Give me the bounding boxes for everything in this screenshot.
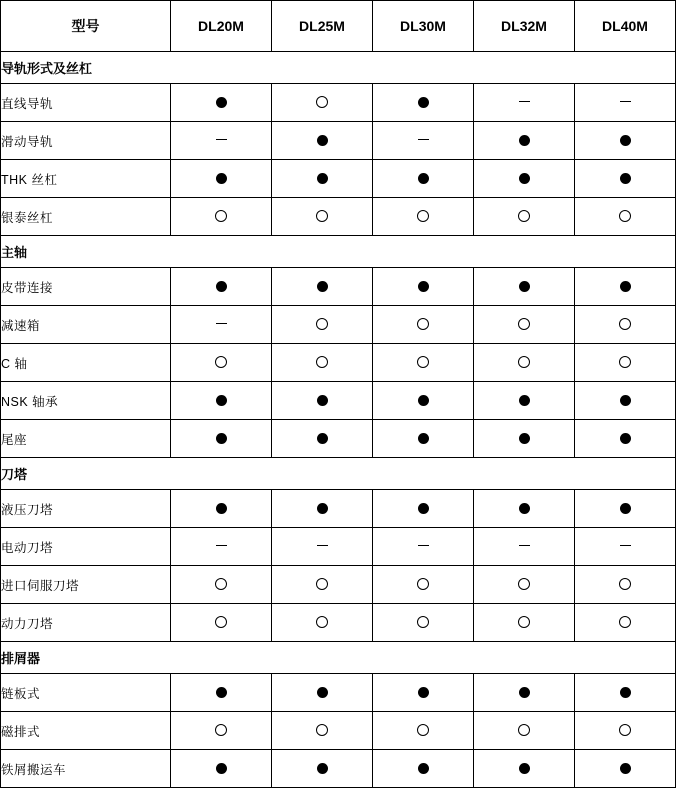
mark-cell-4	[575, 268, 676, 306]
mark-cell-3	[474, 674, 575, 712]
mark-filled-icon	[216, 97, 227, 108]
mark-dash-icon	[216, 139, 227, 140]
mark-open-icon	[215, 578, 227, 590]
mark-cell-3	[474, 604, 575, 642]
mark-filled-icon	[216, 503, 227, 514]
table-body	[1, 52, 676, 788]
mark-open-icon	[215, 616, 227, 628]
mark-cell-3	[474, 750, 575, 788]
mark-open-icon	[417, 724, 429, 736]
mark-dash-icon	[216, 323, 227, 324]
mark-cell-2	[373, 160, 474, 198]
table-row	[1, 750, 676, 788]
mark-cell-4	[575, 674, 676, 712]
table-row	[1, 528, 676, 566]
header-model-4: DL40M	[575, 1, 676, 52]
row-label: C 轴	[1, 344, 171, 382]
table-row	[1, 84, 676, 122]
mark-filled-icon	[519, 763, 530, 774]
mark-cell-1	[272, 566, 373, 604]
mark-filled-icon	[620, 503, 631, 514]
row-label: 铁屑搬运车	[1, 750, 171, 788]
mark-cell-4	[575, 382, 676, 420]
mark-filled-icon	[216, 173, 227, 184]
mark-open-icon	[518, 578, 530, 590]
table-row	[1, 420, 676, 458]
mark-cell-1	[272, 420, 373, 458]
row-label: 液压刀塔	[1, 490, 171, 528]
table-row	[1, 604, 676, 642]
mark-filled-icon	[620, 687, 631, 698]
mark-filled-icon	[519, 395, 530, 406]
mark-open-icon	[417, 578, 429, 590]
table-row	[1, 198, 676, 236]
mark-cell-0	[171, 160, 272, 198]
mark-cell-3	[474, 268, 575, 306]
mark-cell-3	[474, 528, 575, 566]
mark-filled-icon	[620, 395, 631, 406]
mark-cell-3	[474, 306, 575, 344]
mark-cell-1	[272, 198, 373, 236]
mark-dash-icon	[620, 545, 631, 546]
header-model-2: DL30M	[373, 1, 474, 52]
mark-cell-2	[373, 674, 474, 712]
section-title: 刀塔	[1, 458, 676, 490]
mark-filled-icon	[519, 281, 530, 292]
mark-open-icon	[316, 318, 328, 330]
mark-cell-1	[272, 84, 373, 122]
mark-filled-icon	[317, 395, 328, 406]
mark-cell-0	[171, 306, 272, 344]
row-label: 银泰丝杠	[1, 198, 171, 236]
section-title: 导轨形式及丝杠	[1, 52, 676, 84]
mark-open-icon	[518, 724, 530, 736]
mark-cell-1	[272, 306, 373, 344]
mark-cell-4	[575, 306, 676, 344]
mark-cell-3	[474, 382, 575, 420]
mark-cell-2	[373, 84, 474, 122]
mark-cell-0	[171, 712, 272, 750]
mark-cell-4	[575, 566, 676, 604]
mark-cell-0	[171, 674, 272, 712]
mark-open-icon	[417, 210, 429, 222]
mark-dash-icon	[317, 545, 328, 546]
mark-filled-icon	[620, 135, 631, 146]
mark-cell-0	[171, 528, 272, 566]
row-label: 减速箱	[1, 306, 171, 344]
mark-cell-1	[272, 490, 373, 528]
mark-open-icon	[619, 724, 631, 736]
mark-cell-1	[272, 344, 373, 382]
mark-open-icon	[619, 578, 631, 590]
mark-cell-2	[373, 750, 474, 788]
mark-cell-4	[575, 198, 676, 236]
mark-open-icon	[619, 318, 631, 330]
mark-cell-3	[474, 84, 575, 122]
mark-cell-0	[171, 344, 272, 382]
mark-dash-icon	[519, 545, 530, 546]
mark-cell-4	[575, 84, 676, 122]
mark-cell-1	[272, 528, 373, 566]
mark-cell-0	[171, 604, 272, 642]
mark-cell-2	[373, 490, 474, 528]
mark-cell-3	[474, 420, 575, 458]
mark-filled-icon	[620, 281, 631, 292]
mark-cell-3	[474, 712, 575, 750]
mark-cell-4	[575, 160, 676, 198]
mark-open-icon	[518, 210, 530, 222]
mark-cell-4	[575, 344, 676, 382]
mark-cell-4	[575, 604, 676, 642]
mark-open-icon	[619, 616, 631, 628]
mark-open-icon	[619, 356, 631, 368]
row-label: 进口伺服刀塔	[1, 566, 171, 604]
mark-filled-icon	[418, 281, 429, 292]
section-row	[1, 236, 676, 268]
mark-filled-icon	[317, 687, 328, 698]
table-row	[1, 712, 676, 750]
header-model-0: DL20M	[171, 1, 272, 52]
table-row	[1, 382, 676, 420]
mark-filled-icon	[418, 395, 429, 406]
mark-cell-0	[171, 198, 272, 236]
mark-cell-0	[171, 566, 272, 604]
section-row	[1, 52, 676, 84]
mark-cell-4	[575, 750, 676, 788]
mark-filled-icon	[216, 433, 227, 444]
mark-open-icon	[316, 724, 328, 736]
mark-cell-3	[474, 198, 575, 236]
mark-filled-icon	[418, 503, 429, 514]
header-model-3: DL32M	[474, 1, 575, 52]
mark-filled-icon	[519, 433, 530, 444]
table-row	[1, 566, 676, 604]
mark-filled-icon	[216, 687, 227, 698]
mark-cell-1	[272, 122, 373, 160]
mark-cell-0	[171, 382, 272, 420]
section-row	[1, 458, 676, 490]
mark-cell-2	[373, 528, 474, 566]
header-model-1: DL25M	[272, 1, 373, 52]
mark-filled-icon	[317, 503, 328, 514]
mark-cell-0	[171, 490, 272, 528]
mark-filled-icon	[418, 173, 429, 184]
mark-cell-1	[272, 604, 373, 642]
mark-cell-4	[575, 420, 676, 458]
mark-open-icon	[316, 356, 328, 368]
mark-open-icon	[316, 96, 328, 108]
row-label: 磁排式	[1, 712, 171, 750]
mark-cell-2	[373, 122, 474, 160]
mark-cell-1	[272, 382, 373, 420]
mark-filled-icon	[216, 281, 227, 292]
mark-cell-2	[373, 566, 474, 604]
row-label: 电动刀塔	[1, 528, 171, 566]
mark-cell-2	[373, 268, 474, 306]
mark-filled-icon	[317, 763, 328, 774]
mark-filled-icon	[317, 281, 328, 292]
table-row	[1, 122, 676, 160]
mark-filled-icon	[519, 173, 530, 184]
mark-filled-icon	[317, 433, 328, 444]
mark-cell-0	[171, 122, 272, 160]
mark-filled-icon	[317, 135, 328, 146]
mark-cell-3	[474, 122, 575, 160]
row-label: NSK 轴承	[1, 382, 171, 420]
mark-open-icon	[215, 210, 227, 222]
table-header	[1, 1, 676, 52]
mark-cell-3	[474, 160, 575, 198]
table-row	[1, 490, 676, 528]
mark-cell-2	[373, 712, 474, 750]
header-model-label: 型号	[1, 1, 171, 52]
row-label: 滑动导轨	[1, 122, 171, 160]
mark-cell-0	[171, 84, 272, 122]
mark-cell-0	[171, 420, 272, 458]
mark-open-icon	[215, 356, 227, 368]
mark-filled-icon	[620, 763, 631, 774]
row-label: 尾座	[1, 420, 171, 458]
table-row	[1, 306, 676, 344]
row-label: 直线导轨	[1, 84, 171, 122]
mark-cell-4	[575, 712, 676, 750]
mark-cell-4	[575, 122, 676, 160]
mark-filled-icon	[519, 503, 530, 514]
mark-filled-icon	[216, 395, 227, 406]
mark-cell-2	[373, 198, 474, 236]
mark-filled-icon	[317, 173, 328, 184]
mark-open-icon	[518, 318, 530, 330]
mark-cell-3	[474, 490, 575, 528]
row-label: THK 丝杠	[1, 160, 171, 198]
mark-open-icon	[518, 356, 530, 368]
mark-filled-icon	[418, 763, 429, 774]
table-row	[1, 160, 676, 198]
mark-cell-1	[272, 268, 373, 306]
section-title: 主轴	[1, 236, 676, 268]
mark-open-icon	[215, 724, 227, 736]
mark-dash-icon	[418, 139, 429, 140]
mark-dash-icon	[418, 545, 429, 546]
mark-open-icon	[417, 318, 429, 330]
table-row	[1, 674, 676, 712]
mark-cell-1	[272, 160, 373, 198]
mark-dash-icon	[519, 101, 530, 102]
mark-open-icon	[518, 616, 530, 628]
mark-cell-2	[373, 604, 474, 642]
table-row	[1, 268, 676, 306]
mark-open-icon	[316, 578, 328, 590]
mark-open-icon	[417, 356, 429, 368]
table-row	[1, 344, 676, 382]
mark-filled-icon	[620, 433, 631, 444]
mark-dash-icon	[620, 101, 631, 102]
mark-cell-3	[474, 344, 575, 382]
mark-open-icon	[417, 616, 429, 628]
mark-cell-4	[575, 528, 676, 566]
mark-cell-0	[171, 750, 272, 788]
mark-open-icon	[316, 616, 328, 628]
mark-cell-1	[272, 712, 373, 750]
mark-open-icon	[619, 210, 631, 222]
section-row	[1, 642, 676, 674]
mark-filled-icon	[418, 97, 429, 108]
mark-filled-icon	[519, 135, 530, 146]
mark-filled-icon	[620, 173, 631, 184]
mark-cell-2	[373, 306, 474, 344]
mark-cell-2	[373, 420, 474, 458]
mark-cell-3	[474, 566, 575, 604]
mark-filled-icon	[519, 687, 530, 698]
row-label: 链板式	[1, 674, 171, 712]
header-row	[1, 1, 676, 52]
mark-filled-icon	[418, 687, 429, 698]
mark-cell-4	[575, 490, 676, 528]
mark-cell-2	[373, 382, 474, 420]
row-label: 皮带连接	[1, 268, 171, 306]
mark-filled-icon	[418, 433, 429, 444]
mark-cell-1	[272, 674, 373, 712]
mark-cell-0	[171, 268, 272, 306]
mark-dash-icon	[216, 545, 227, 546]
mark-cell-1	[272, 750, 373, 788]
mark-open-icon	[316, 210, 328, 222]
row-label: 动力刀塔	[1, 604, 171, 642]
section-title: 排屑器	[1, 642, 676, 674]
mark-cell-2	[373, 344, 474, 382]
mark-filled-icon	[216, 763, 227, 774]
